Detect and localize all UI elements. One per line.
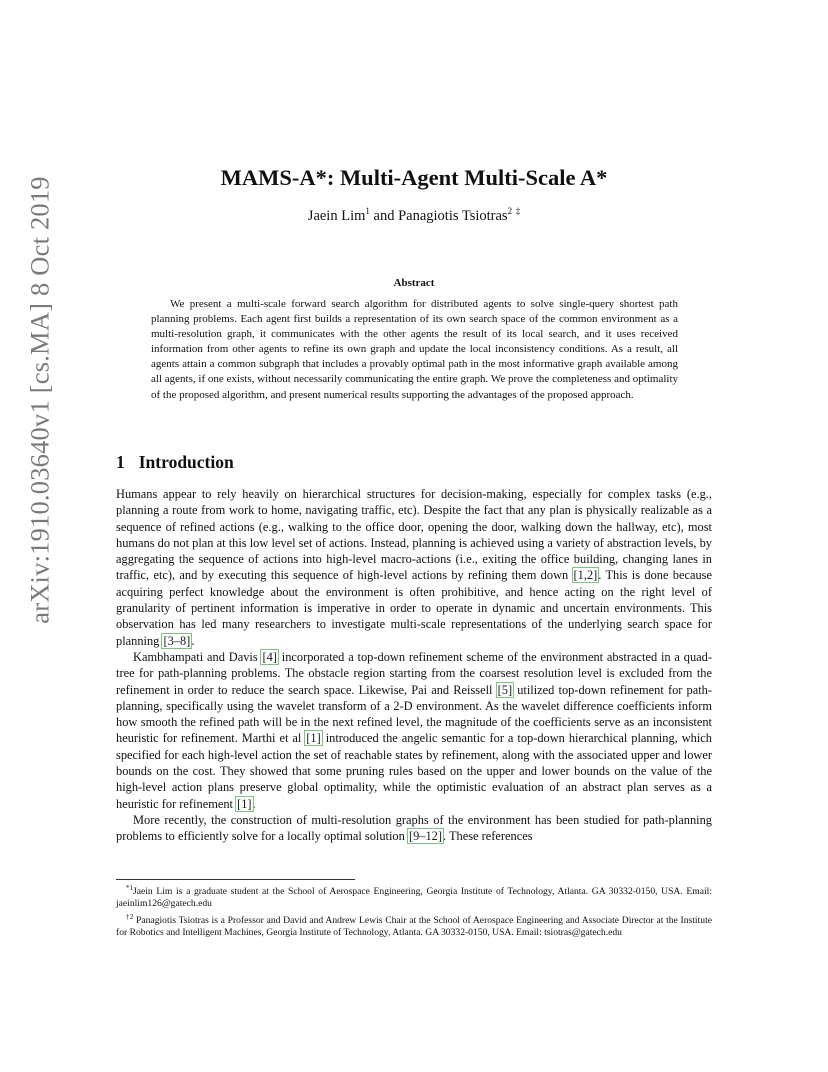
paragraph-2-part-c: utilized top-down refinement for path-planning, specifically using the wavelet transform of a 2-D environment. As the wavelet difference coefficients inform how smooth the refined path will be in the next refined level, the magnitude of the coefficients serve as an inconsistent heuristic for refinement. Marthi et al — [116, 682, 712, 746]
paragraph-1 — [116, 486, 712, 649]
section-number: 1 — [116, 452, 125, 472]
section-title: Introduction — [138, 452, 234, 472]
footnote-1-text: Jaein Lim is a graduate student at the School of Aerospace Engineering, Georgia Institute of Technology, Atlanta. GA 30332-0150, USA. Email: jaeinlim126@gatech.edu — [116, 886, 712, 910]
citation-link[interactable]: [3–8] — [163, 633, 191, 648]
paragraph-2 — [116, 649, 712, 812]
citation-link[interactable]: [1,2] — [573, 568, 598, 583]
author-affiliation-mark-2: 2 — [507, 206, 513, 216]
paragraph-2-part-e: . — [252, 796, 256, 811]
paragraph-1-part-a: Humans appear to rely heavily on hierarchical structures for decision-making, especially for complex tasks (e.g., planning a route from work to home, navigating traffic, etc). Despite the fact that any plan is physically realizable as a sequence of refined actions (e.g., walking to the office door, opening the door, walking down the hallway, etc), most humans do not plan at this low level set of actions. Instead, planning is achieved using a variety of abstraction levels, by aggregating the sequence of actions into high-level macro-actions (i.e., exiting the office building, changing lanes in traffic, etc), and by executing this sequence of high-level actions by refining them down — [116, 487, 712, 583]
section-heading — [116, 452, 234, 473]
citation-link[interactable]: [4] — [262, 649, 277, 664]
citation-link[interactable]: [1] — [237, 796, 252, 811]
footnote-divider — [116, 879, 355, 880]
paragraph-1-part-c: . — [191, 633, 195, 648]
citation-link[interactable]: [9–12] — [408, 829, 442, 844]
author-name-2: Panagiotis Tsiotras — [398, 207, 508, 224]
author-extra-mark: ‡ — [515, 206, 521, 216]
paragraph-3-part-a: More recently, the construction of multi-resolution graphs of the environment has been studied for path-planning problems to efficiently solve for a locally optimal solution — [116, 812, 712, 844]
author-conjunction: and — [369, 207, 399, 224]
author-line — [116, 206, 712, 225]
footnote-2-mark: †2 — [126, 912, 134, 921]
paragraph-3-part-b: . These references — [442, 829, 533, 844]
body-text — [116, 486, 712, 845]
paragraph-2-part-d: introduced the angelic semantic for a top-down hierarchical planning, which specified for each high-level action the set of reachable states by refinement, along with the associated upper and lower bounds on the cost. They showed that some pruning rules based on the upper and lower bounds on the value of the high-level action plans preserve global optimality, while the optimistic evaluation of an abstract plan serves as a heuristic for refinement — [116, 731, 712, 811]
arxiv-sidebar — [18, 110, 62, 690]
author-affiliation-mark-1: 1 — [365, 206, 370, 216]
abstract-text: We present a multi-scale forward search algorithm for distributed agents to solve single-query shortest path planning problems. Each agent first builds a representation of its own search space of the common environment as a multi-resolution graph, it communicates with the other agents the result of its local search, and it uses received information from other agents to refine its own graph and update the local inconsistency conditions. As a result, all agents attain a common subgraph that includes a provably optimal path in the most informative graph available among all agents, if one exists, without necessarily communicating the entire graph. We prove the completeness and optimality of the proposed algorithm, and present numerical results supporting the advantages of the proposed approach. — [151, 298, 678, 401]
footnotes — [116, 882, 712, 940]
footnote-1-mark: *1 — [126, 884, 133, 892]
arxiv-identifier: arXiv:1910.03640v1 [cs.MA] 8 Oct 2019 — [24, 176, 55, 624]
paragraph-2-part-b: incorporated a top-down refinement scheme of the environment abstracted in a quad-tree for path-planning problems. The obstacle region starting from the coarsest resolution level is excluded from the refinement in order to reduce the search space. Likewise, Pai and Reissell — [116, 649, 712, 697]
paper-title: MAMS-A*: Multi-Agent Multi-Scale A* — [220, 165, 608, 190]
author-name-1: Jaein Lim — [307, 207, 366, 224]
paragraph-3 — [116, 812, 712, 845]
footnote-1 — [116, 882, 712, 911]
citation-link[interactable]: [5] — [497, 682, 513, 697]
citation-link[interactable]: [1] — [306, 731, 321, 746]
footnote-2-text: Panagiotis Tsiotras is a Professor and David and Andrew Lewis Chair at the School of Aerospace Engineering and Associate Director at the Institute for Robotics and Intelligent Machines, Georgia Institute of Technology, Atlanta. GA 30332-0150, USA. Email: tsiotras@gatech.edu — [116, 914, 712, 939]
paragraph-1-part-b: . This is done because acquiring perfect knowledge about the environment is often prohibitive, and hence acting on the right level of granularity of pertinent information is imperative in order to operate in dynamic and uncertain environments. This observation has led many researchers to investigate multi-scale representations of the underlying search space for planning — [116, 568, 712, 648]
abstract-heading: Abstract — [393, 277, 435, 289]
footnote-2 — [116, 911, 712, 940]
paragraph-2-part-a: Kambhampati and Davis — [133, 649, 262, 664]
